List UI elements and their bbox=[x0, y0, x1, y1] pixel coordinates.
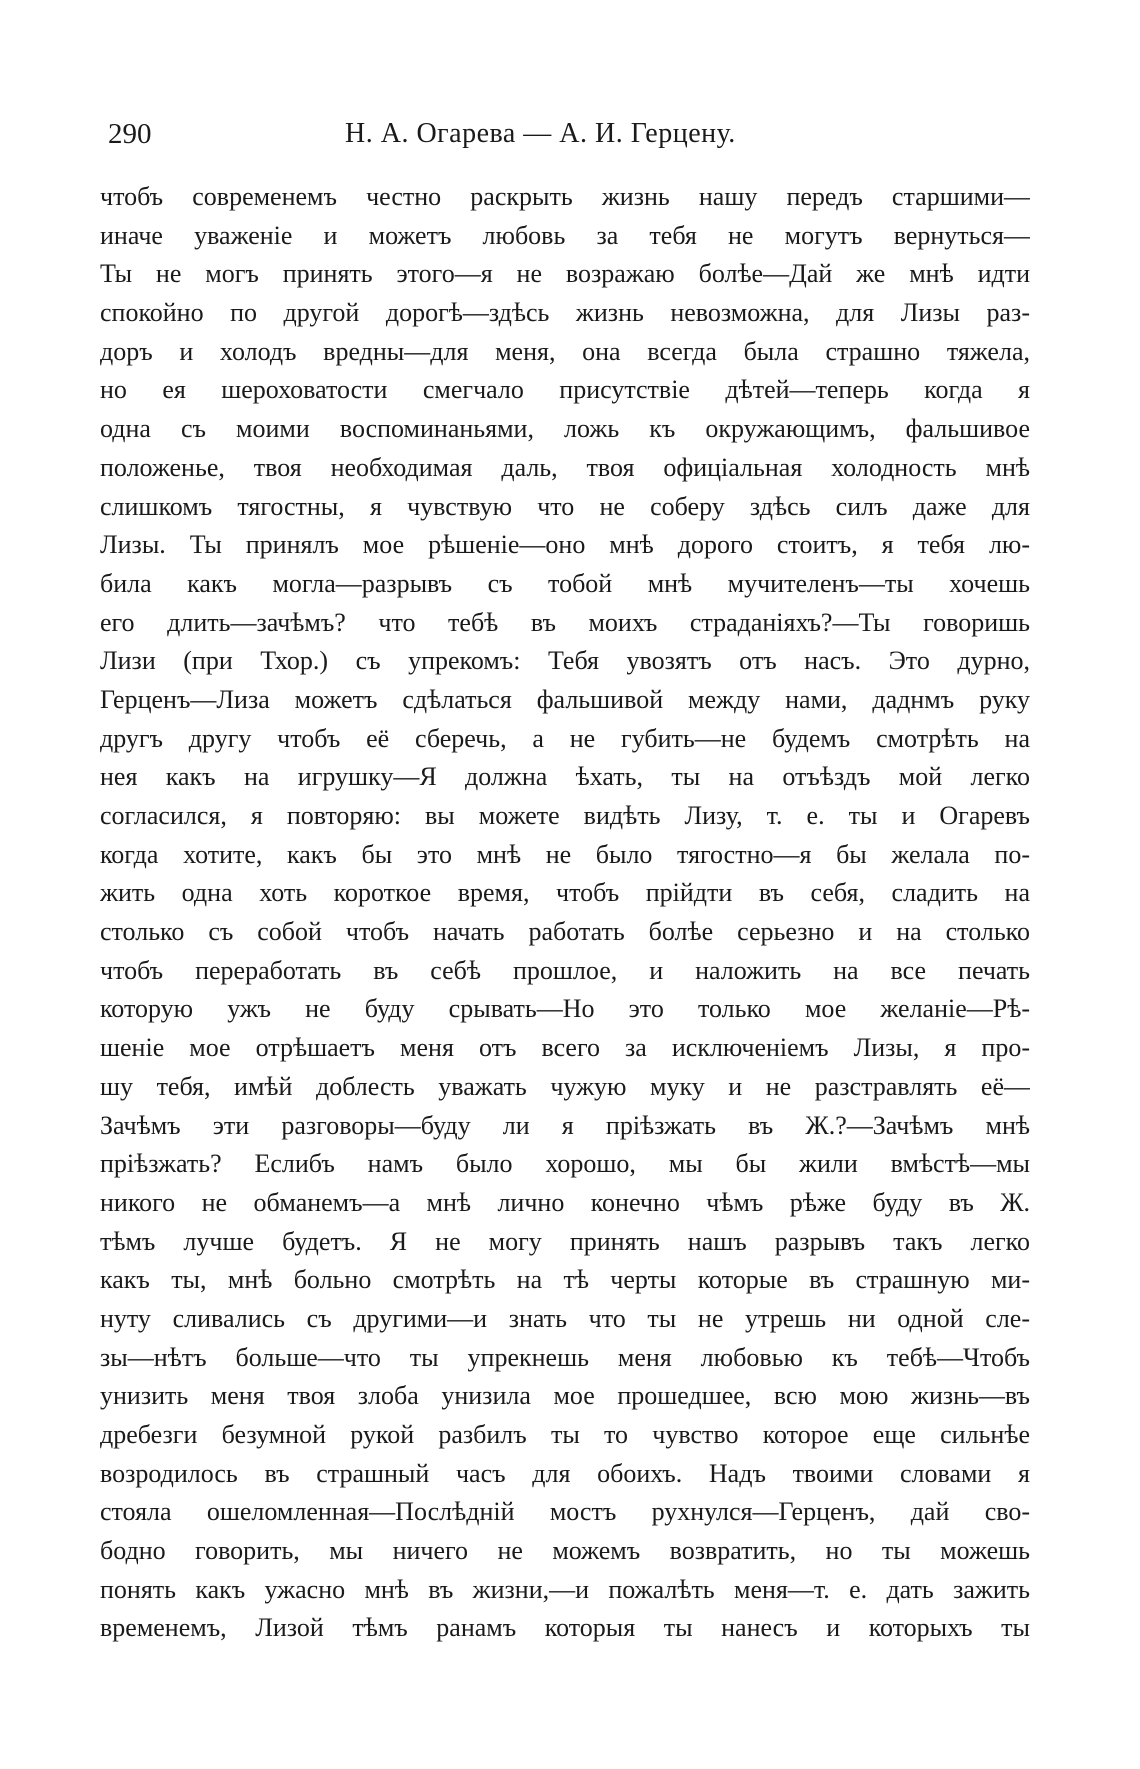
text-line: Лизи (при Тхор.) съ упрекомъ: Тебя увозятъ отъ насъ. Это дурно, bbox=[100, 646, 1030, 676]
text-line: Лизы. Ты принялъ мое рѣшеніе—оно мнѣ дорого стоитъ, я тебя лю- bbox=[100, 530, 1030, 560]
text-line: иначе уваженіе и можетъ любовь за тебя не могутъ вернуться— bbox=[100, 220, 1030, 250]
letter-text bbox=[100, 178, 1030, 1648]
text-line: столько съ собой чтобъ начать работать болѣе серьезно и на столько bbox=[100, 917, 1030, 947]
text-line: его длить—зачѣмъ? что тебѣ въ моихъ страданіяхъ?—Ты говоришь bbox=[100, 607, 1030, 637]
text-line: бодно говорить, мы ничего не можемъ возвратить, но ты можешь bbox=[100, 1536, 1030, 1566]
text-line: тѣмъ лучше будетъ. Я не могу принять нашъ разрывъ такъ легко bbox=[100, 1226, 1030, 1256]
text-line: чтобъ переработать въ себѣ прошлое, и наложить на все печать bbox=[100, 955, 1030, 985]
text-line: спокойно по другой дорогѣ—здѣсь жизнь невозможна, для Лизы раз- bbox=[100, 298, 1030, 328]
text-line: возродилось въ страшный часъ для обоихъ. Надъ твоими словами я bbox=[100, 1458, 1030, 1488]
text-line: Ты не могъ принять этого—я не возражаю болѣе—Дай же мнѣ идти bbox=[100, 259, 1030, 289]
text-line: Зачѣмъ эти разговоры—буду ли я пріѣзжать въ Ж.?—Зачѣмъ мнѣ bbox=[100, 1110, 1030, 1140]
text-line: положенье, твоя необходимая даль, твоя офиціальная холодность мнѣ bbox=[100, 452, 1030, 482]
text-line: била какъ могла—разрывъ съ тобой мнѣ мучителенъ—ты хочешь bbox=[100, 568, 1030, 598]
text-line: шеніе мое отрѣшаетъ меня отъ всего за исключеніемъ Лизы, я про- bbox=[100, 1033, 1030, 1063]
text-line: нуту сливались съ другими—и знать что ты не утрешь ни одной сле- bbox=[100, 1303, 1030, 1333]
text-line: жить одна хоть короткое время, чтобъ прійдти въ себя, сладить на bbox=[100, 878, 1030, 908]
page-number: 290 bbox=[108, 118, 152, 150]
text-line: шу тебя, имѣй доблесть уважать чужую муку и не разстравлять её— bbox=[100, 1071, 1030, 1101]
text-line: Герценъ—Лиза можетъ сдѣлаться фальшивой между нами, даднмъ руку bbox=[100, 684, 1030, 714]
text-line: но ея шероховатости смегчало присутствіе дѣтей—теперь когда я bbox=[100, 375, 1030, 405]
text-line: какъ ты, мнѣ больно смотрѣть на тѣ черты которые въ страшную ми- bbox=[100, 1265, 1030, 1295]
text-line: нея какъ на игрушку—Я должна ѣхать, ты на отъѣздъ мой легко bbox=[100, 762, 1030, 792]
text-line: другъ другу чтобъ её сберечь, а не губить—не будемъ смотрѣть на bbox=[100, 723, 1030, 753]
text-line: слишкомъ тягостны, я чувствую что не соберу здѣсь силъ даже для bbox=[100, 491, 1030, 521]
text-line: дребезги безумной рукой разбилъ ты то чувство которое еще сильнѣе bbox=[100, 1420, 1030, 1449]
text-line: которую ужъ не буду срывать—Но это только мое желаніе—Рѣ- bbox=[100, 994, 1030, 1024]
page-header bbox=[100, 118, 1030, 158]
text-line: зы—нѣтъ больше—что ты упрекнешь меня любовью къ тебѣ—Чтобъ bbox=[100, 1342, 1030, 1372]
text-line: согласился, я повторяю: вы можете видѣть Лизу, т. е. ты и Огаревъ bbox=[100, 801, 1030, 830]
text-line: когда хотите, какъ бы это мнѣ не было тягостно—я бы желала по- bbox=[100, 839, 1030, 869]
text-line: одна съ моими воспоминаньями, ложь къ окружающимъ, фальшивое bbox=[100, 414, 1030, 444]
text-line: доръ и холодъ вредны—для меня, она всегда была страшно тяжела, bbox=[100, 336, 1030, 366]
text-line: унизить меня твоя злоба унизила мое прошедшее, всю мою жизнь—въ bbox=[100, 1381, 1030, 1411]
text-line: чтобъ современемъ честно раскрыть жизнь нашу передъ старшими— bbox=[100, 182, 1030, 211]
text-line: временемъ, Лизой тѣмъ ранамъ которыя ты нанесъ и которыхъ ты bbox=[100, 1613, 1030, 1643]
text-line: понять какъ ужасно мнѣ въ жизни,—и пожалѣть меня—т. е. дать зажить bbox=[100, 1574, 1030, 1604]
text-line: пріѣзжать? Еслибъ намъ было хорошо, мы бы жили вмѣстѣ—мы bbox=[100, 1149, 1030, 1179]
text-line: стояла ошеломленная—Послѣдній мостъ рухнулся—Герценъ, дай сво- bbox=[100, 1497, 1030, 1527]
text-line: никого не обманемъ—а мнѣ лично конечно чѣмъ рѣже буду въ Ж. bbox=[100, 1187, 1030, 1217]
running-title: Н. А. Огарева — А. И. Герцену. bbox=[345, 118, 736, 149]
